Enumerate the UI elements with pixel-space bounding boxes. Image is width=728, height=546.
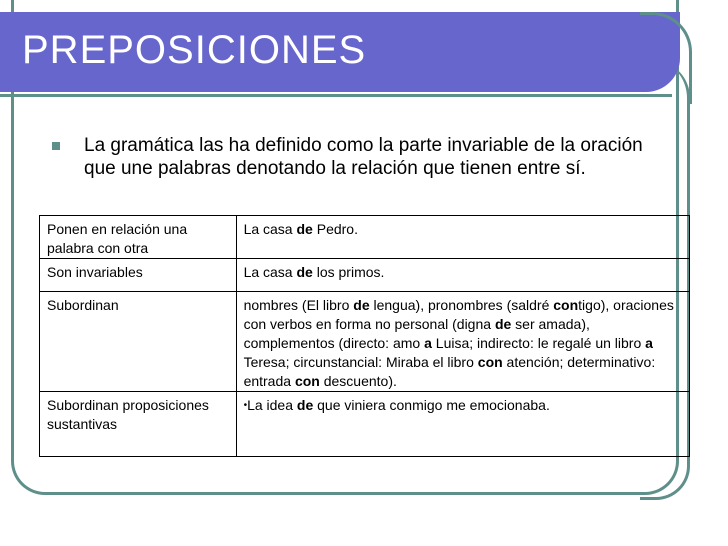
- example-text: descuento).: [319, 373, 397, 389]
- preposition-highlight: a: [424, 335, 432, 351]
- preposition-highlight: con: [553, 297, 579, 313]
- slide-title: PREPOSICIONES: [22, 28, 367, 72]
- row-label: Son invariables: [40, 259, 237, 292]
- example-text: atención; determinativo: entrada: [243, 354, 656, 389]
- example-text: nombres (El libro: [243, 297, 354, 313]
- example-text: ser amada), complementos (directo: amo: [243, 316, 590, 351]
- example-text: La idea: [247, 397, 297, 413]
- definition-text: La gramática las ha definido como la parte invariable de la oración que une palabras denotando la relación que tienen entre sí.: [84, 135, 643, 179]
- example-text: La casa: [243, 221, 297, 237]
- preposition-highlight: con: [477, 354, 503, 370]
- title-bar-corner: [640, 12, 692, 104]
- example-text: tigo), oraciones con verbos en forma no personal (digna: [243, 297, 674, 332]
- row-label: Subordinan: [40, 292, 237, 392]
- preposition-highlight: con: [294, 373, 320, 389]
- preposition-highlight: a: [645, 335, 653, 351]
- example-text: Pedro.: [312, 221, 358, 237]
- example-text: los primos.: [312, 264, 385, 280]
- preposition-highlight: de: [494, 316, 512, 332]
- row-example-text: [247, 397, 550, 413]
- row-example: [236, 216, 689, 259]
- row-label: Ponen en relación una palabra con otra: [40, 216, 237, 259]
- row-label: Subordinan proposiciones sustantivas: [40, 392, 237, 457]
- preposition-table: [39, 215, 690, 457]
- example-text: que viniera conmigo me emocionaba.: [313, 397, 550, 413]
- preposition-highlight: de: [296, 264, 313, 280]
- bullet-icon: •: [243, 400, 248, 411]
- title-underline: [0, 94, 672, 97]
- table-row: [40, 392, 690, 457]
- example-text: Luisa; indirecto: le regalé un libro: [431, 335, 646, 351]
- example-text: lengua), pronombres (saldré: [369, 297, 554, 313]
- table-row: [40, 259, 690, 292]
- row-example: [236, 292, 689, 392]
- preposition-highlight: de: [296, 221, 313, 237]
- square-bullet-icon: [52, 142, 60, 150]
- table-row: [40, 292, 690, 392]
- row-example: [236, 392, 689, 457]
- table-row: [40, 216, 690, 259]
- row-example: [236, 259, 689, 292]
- example-text: Teresa; circunstancial: Miraba el libro: [243, 354, 478, 370]
- preposition-highlight: de: [296, 397, 314, 413]
- example-text: La casa: [243, 264, 297, 280]
- preposition-highlight: de: [353, 297, 370, 313]
